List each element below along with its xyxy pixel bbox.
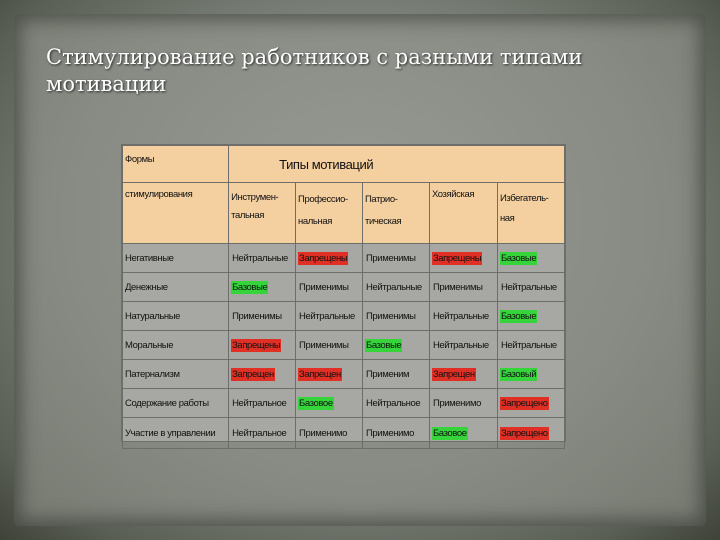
table-cell	[497, 360, 564, 389]
table-cell	[497, 418, 564, 449]
table-row	[123, 273, 565, 302]
cell-value: Нейтральные	[432, 310, 489, 322]
table-cell	[429, 418, 497, 449]
header-form-label-1: Формы	[123, 146, 229, 183]
row-form-label: Участие в управлении	[123, 418, 229, 449]
table-cell	[429, 389, 497, 418]
cell-value: Применимы	[366, 310, 416, 322]
cell-value: Применим	[366, 368, 410, 380]
cell-value: Применимо	[432, 397, 481, 409]
table-cell	[429, 244, 497, 273]
cell-value: Базовые	[366, 339, 402, 351]
cell-value: Базовый	[500, 368, 537, 380]
cell-value: Применимы	[299, 281, 349, 293]
cell-value: Запрещены	[299, 252, 348, 264]
motivation-table-grid	[122, 145, 565, 449]
cell-value: Применимо	[366, 427, 415, 439]
cell-value: Нейтральные	[500, 339, 557, 351]
cell-value: Нейтральное	[232, 427, 287, 439]
table-cell	[429, 331, 497, 360]
table-row	[123, 244, 565, 273]
table-cell	[229, 418, 296, 449]
table-row	[123, 331, 565, 360]
table-cell	[363, 244, 430, 273]
table-row	[123, 389, 565, 418]
cell-value: Нейтральное	[232, 397, 287, 409]
table-cell	[429, 360, 497, 389]
cell-value: Нейтральные	[500, 281, 557, 293]
table-cell	[229, 244, 296, 273]
type-header-line1: Хозяйская	[431, 189, 475, 200]
type-header-line1: Патрио-	[365, 194, 398, 205]
cell-value: Запрещены	[232, 339, 281, 351]
type-header-proprietary	[429, 183, 497, 244]
cell-value: Применимы	[432, 281, 483, 293]
table-cell	[363, 331, 430, 360]
table-cell	[497, 273, 564, 302]
table-cell	[429, 302, 497, 331]
type-header-line2: нальная	[298, 216, 332, 227]
table-row	[123, 360, 565, 389]
table-cell	[296, 302, 363, 331]
cell-value: Базовое	[432, 427, 467, 439]
header-form-label-2: стимулирования	[123, 183, 229, 244]
row-form-label: Патернализм	[123, 360, 229, 389]
table-cell	[296, 331, 363, 360]
table-cell	[497, 389, 564, 418]
table-cell	[296, 360, 363, 389]
table-cell	[363, 360, 430, 389]
cell-value: Нейтральные	[232, 252, 288, 264]
row-form-label: Денежные	[123, 273, 229, 302]
type-header-line1: Избегатель-	[499, 193, 549, 204]
cell-value: Нейтральное	[366, 397, 421, 409]
cell-value: Базовые	[500, 310, 537, 322]
table-cell	[296, 418, 363, 449]
type-header-professional	[296, 183, 363, 244]
cell-value: Применимы	[299, 339, 349, 351]
type-header-line2: тальная	[231, 210, 264, 221]
type-header-avoidant	[497, 183, 564, 244]
row-form-label: Содержание работы	[123, 389, 229, 418]
cell-value: Запрещен	[232, 368, 274, 380]
cell-value: Применимы	[366, 252, 416, 264]
table-cell	[296, 244, 363, 273]
table-cell	[497, 244, 564, 273]
row-form-label: Натуральные	[123, 302, 229, 331]
table-cell	[497, 331, 564, 360]
cell-value: Нейтральные	[432, 339, 489, 351]
cell-value: Применимо	[299, 427, 348, 439]
type-header-line2: тическая	[365, 216, 402, 227]
table-cell	[229, 389, 296, 418]
table-cell	[363, 273, 430, 302]
slide-title: Стимулирование работников с разными типами мотивации	[46, 45, 583, 96]
cell-value: Запрещено	[500, 397, 548, 409]
table-cell	[229, 302, 296, 331]
cell-value: Базовое	[299, 397, 333, 409]
cell-value: Запрещены	[432, 252, 482, 264]
table-cell	[363, 418, 430, 449]
cell-value: Применимы	[232, 310, 282, 322]
table-cell	[429, 273, 497, 302]
header-row-top	[123, 146, 565, 183]
cell-value: Нейтральные	[299, 310, 355, 322]
type-header-line1: Профессио-	[298, 194, 348, 205]
table-cell	[229, 331, 296, 360]
cell-value: Запрещено	[500, 427, 548, 439]
row-form-label: Моральные	[123, 331, 229, 360]
cell-value: Запрещен	[299, 368, 341, 380]
table-row	[123, 302, 565, 331]
table-cell	[229, 273, 296, 302]
table-cell	[363, 302, 430, 331]
row-form-label: Негативные	[123, 244, 229, 273]
cell-value: Базовые	[500, 252, 537, 264]
type-header-line1: Инструмен-	[231, 192, 279, 203]
table-cell	[363, 389, 430, 418]
table-cell	[296, 273, 363, 302]
header-types-label: Типы мотиваций	[229, 146, 565, 183]
type-header-patriotic	[363, 183, 430, 244]
table-cell	[229, 360, 296, 389]
table-cell	[497, 302, 564, 331]
header-row-types	[123, 183, 565, 244]
type-header-line2: ная	[499, 213, 515, 224]
cell-value: Базовые	[232, 281, 268, 293]
cell-value: Нейтральные	[366, 281, 422, 293]
type-header-instrumental	[229, 183, 296, 244]
table-row	[123, 418, 565, 449]
motivation-table	[121, 144, 566, 442]
table-cell	[296, 389, 363, 418]
cell-value: Запрещен	[432, 368, 475, 380]
